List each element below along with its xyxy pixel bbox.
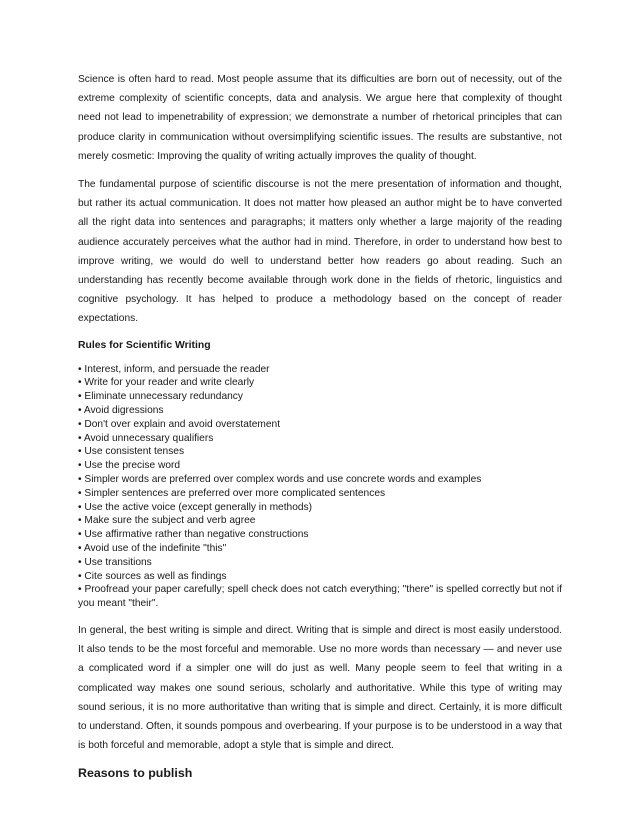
list-item: • Make sure the subject and verb agree — [78, 515, 256, 527]
list-item: • Eliminate unnecessary redundancy — [78, 391, 243, 403]
list-item: • Write for your reader and write clearly — [78, 377, 255, 389]
reasons-heading: Reasons to publish — [78, 766, 193, 781]
list-item: • Use the precise word — [78, 460, 181, 472]
list-item: • Interest, inform, and persuade the reader — [78, 363, 270, 375]
list-item: • Use the active voice (except generally in methods) — [78, 501, 313, 513]
list-item: • Don't over explain and avoid overstatement — [78, 418, 281, 430]
list-item: • Simpler sentences are preferred over more complicated sentences — [78, 487, 386, 499]
document-page — [78, 70, 562, 782]
list-item: • Avoid use of the indefinite "this" — [78, 543, 227, 554]
list-item: • Cite sources as well as findings — [78, 570, 227, 582]
list-item: • Simpler words are preferred over complex words and use concrete words and examples — [78, 474, 482, 486]
list-item: • Use transitions — [78, 556, 152, 568]
rules-heading: Rules for Scientific Writing — [78, 339, 211, 351]
list-item: • Use affirmative rather than negative constructions — [78, 529, 309, 541]
list-item: • Avoid unnecessary qualifiers — [78, 432, 214, 444]
list-item: • Use consistent tenses — [78, 446, 185, 458]
closing-paragraph: In general, the best writing is simple and direct. Writing that is simple and direct is most easily understood. It also tends to be the most forceful and memorable. Use no more words than necessary — and never use a complicated word if a simpler one will do just as well. Many people seem to feel that writing in a complicated way makes one sound serious, scholarly and authoritative. While this type of writing may sound serious, it is no more authoritative than writing that is simple and direct. Certainly, it is more difficult to understand. Often, it sounds pompous and overbearing. If your purpose is to be understood in a way that is both forceful and memorable, adopt a style that is simple and direct. — [78, 624, 562, 752]
rules-list — [78, 363, 562, 611]
list-item: • Proofread your paper carefully; spell check does not catch everything; "there" is spelled correctly but not if you meant "their". — [78, 584, 562, 610]
list-item: • Avoid digressions — [78, 405, 164, 417]
purpose-paragraph: The fundamental purpose of scientific discourse is not the mere presentation of information and thought, but rather its actual communication. It does not matter how pleased an author might be to have converted all the right data into sentences and paragraphs; it matters only whether a large majority of the reading audience accurately perceives what the author had in mind. Therefore, in order to understand how best to improve writing, we would do well to understand better how readers go about reading. Such an understanding has recently become available through work done in the fields of rhetoric, linguistics and cognitive psychology. It has helped to produce a methodology based on the concept of reader expectations. — [78, 179, 562, 325]
intro-paragraph: Science is often hard to read. Most people assume that its difficulties are born out of necessity, out of the extreme complexity of scientific concepts, data and analysis. We argue here that complexity of thought need not lead to impenetrability of expression; we demonstrate a number of rhetorical principles that can produce clarity in communication without oversimplifying scientific issues. The results are substantive, not merely cosmetic: Improving the quality of writing actually improves the quality of thought. — [78, 74, 562, 162]
